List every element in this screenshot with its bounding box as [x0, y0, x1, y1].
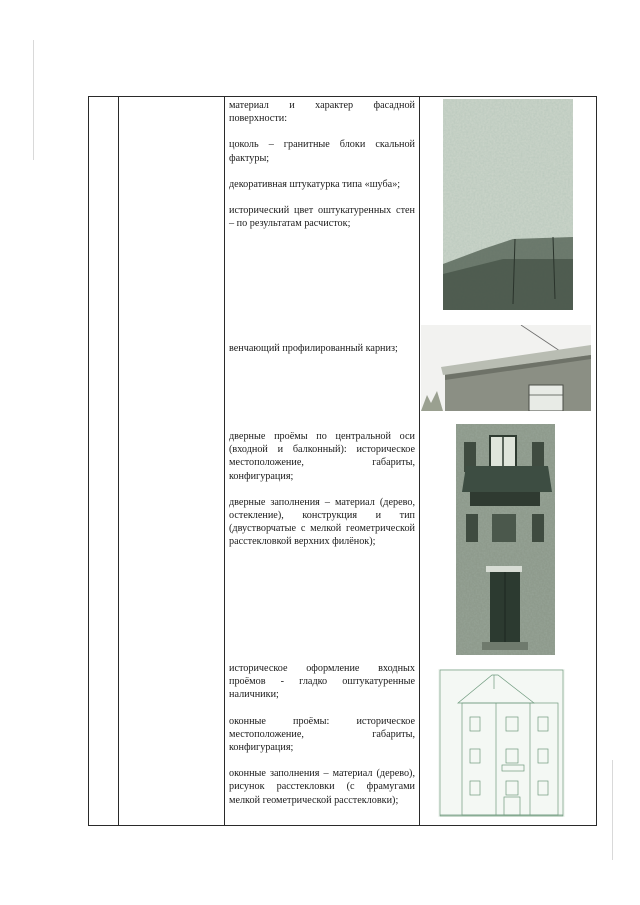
table-bottom-border: [88, 825, 597, 826]
photo-wall-texture: [443, 99, 573, 310]
row-3-item-1: дверные проёмы по центральной оси (входной и балконный): историческое местоположение, габариты, конфигурация;: [229, 431, 415, 482]
table-col-line-1: [88, 96, 89, 826]
row-1-item-1: материал и характер фасадной поверхности:: [229, 100, 415, 125]
row-3-text: [229, 430, 415, 549]
table-col-line-2: [118, 96, 119, 826]
row-3-item-2: дверные заполнения – материал (дерево, остекление), конструкция и тип (двустворчатые с мелкой геометрической расстекловкой верхних филёнок);: [229, 496, 415, 548]
table-col-line-5: [596, 96, 597, 826]
table-col-line-4: [419, 96, 420, 826]
photo-doorway-balcony: [456, 424, 555, 655]
row-4-item-2: оконные проёмы: историческое местоположение, габариты, конфигурация;: [229, 715, 415, 754]
row-4-item-3: оконные заполнения – материал (дерево), рисунок расстекловки (с фрамугами мелкой геометрической расстекловки);: [229, 768, 415, 806]
row-1-text: [229, 99, 415, 230]
row-2-text: [229, 342, 415, 355]
scan-edge-left: [33, 40, 34, 160]
row-4-item-1: историческое оформление входных проёмов - гладко оштукатуренные наличники;: [229, 663, 415, 701]
row-4-text: [229, 662, 415, 807]
row-1-item-2: цоколь – гранитные блоки скальной фактуры;: [229, 139, 415, 164]
scan-edge-right: [612, 760, 613, 860]
table-top-border: [88, 96, 597, 97]
table-col-line-3: [224, 96, 225, 826]
drawing-facade-elevation: [438, 669, 565, 817]
row-1-item-4: исторический цвет оштукатуренных стен – по результатам расчисток;: [229, 205, 415, 230]
photo-cornice: [421, 325, 591, 411]
row-2-item-1: венчающий профилированный карниз;: [229, 343, 398, 354]
row-1-item-3: декоративная штукатурка типа «шуба»;: [229, 178, 401, 190]
